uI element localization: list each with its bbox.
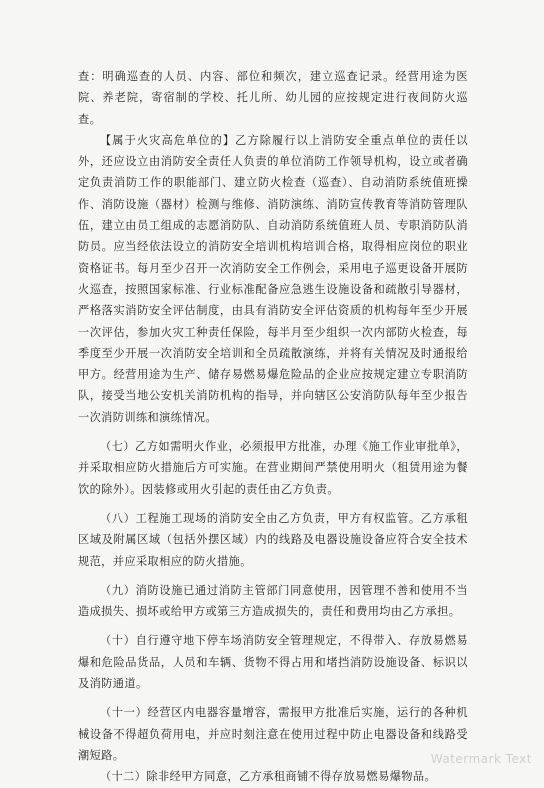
paragraph-gap — [78, 622, 468, 630]
paragraph-clause-9: （九）消防设施已通过消防主管部门同意使用，因管理不善和使用不当造成损失、损坏或给甲方或第三方造成损失的，责任和费用均由乙方承担。 — [78, 583, 468, 619]
paragraph-clause-12: （十二）除非经甲方同意，乙方承租商铺不得存放易燃易爆物品。 — [100, 770, 437, 784]
document-body — [78, 66, 468, 788]
paragraph-inspection-continued: 查：明确巡查的人员、内容、部位和频次，建立巡查记录。经营用途为医院、养老院，寄宿制的学校、托儿所、幼儿园的应按规定进行夜间防火巡查。 — [78, 70, 468, 126]
watermark-text: Watermark Text — [430, 752, 532, 766]
paragraph-clause-11: （十一）经营区内电器容量增容，需报甲方批准后实施，运行的各种机械设备不得超负荷用电，并应时刻注意在使用过程中防止电器设备和线路受潮短路。 — [78, 706, 468, 762]
paragraph-gap — [78, 694, 468, 702]
paragraph-high-fire-risk-units: 【属于火灾高危单位的】乙方除履行以上消防安全重点单位的责任以外，还应设立由消防安全责任人负责的单位消防工作领导机构，设立或者确定负责消防工作的职能部门、建立防火检查（巡查）、自动消防系统值班操作、消防设施（器材）检测与维修、消防演练、消防宣传教育等消防管理队伍，建立由员工组成的志愿消防队、自动消防系统值班人员、专职消防队消防员。应当经依法设立的消防安全培训机构培训合格，取得相应岗位的职业资格证书。每月至少召开一次消防安全工作例会，采用电子巡更设备开展防火巡查，按照国家标准、行业标准配备应急逃生设施设备和疏散引导器材，严格落实消防安全评估制度，由具有消防安全评估资质的机构每年至少开展一次评估，参加火灾工种责任保险，每半月至少组织一次内部防火检查，每季度至少开展一次消防安全培训和全员疏散演练，并将有关情况及时通报给甲方。经营用途为生产、储存易燃易爆危险品的企业应按规定建立专职消防队，接受当地公安机关消防机构的指导，并向辖区公安消防队每年至少报告一次消防训练和演练情况。 — [78, 133, 468, 424]
paragraph-clause-10: （十）自行遵守地下停车场消防安全管理规定，不得带入、存放易燃易爆和危险品货品，人员和车辆、货物不得占用和堵挡消防设施设备、标识以及消防通道。 — [78, 634, 468, 691]
paragraph-clause-8: （八）工程施工现场的消防安全由乙方负责，甲方有权监管。乙方承租区域及附属区域（包括外摆区域）内的线路及电器设施设备应符合安全技术规范，并应采取相应的防火措施。 — [78, 511, 468, 568]
paragraph-clause-7: （七）乙方如需明火作业，必须报甲方批准，办理《施工作业审批单》，并采取相应防火措施后方可实施。在营业期间严禁使用明火（租赁用途为餐饮的除外）。因装修或用火引起的责任由乙方负责。 — [78, 440, 468, 496]
paragraph-gap — [78, 572, 468, 580]
paragraph-gap — [78, 428, 468, 436]
paragraph-gap — [78, 500, 468, 508]
